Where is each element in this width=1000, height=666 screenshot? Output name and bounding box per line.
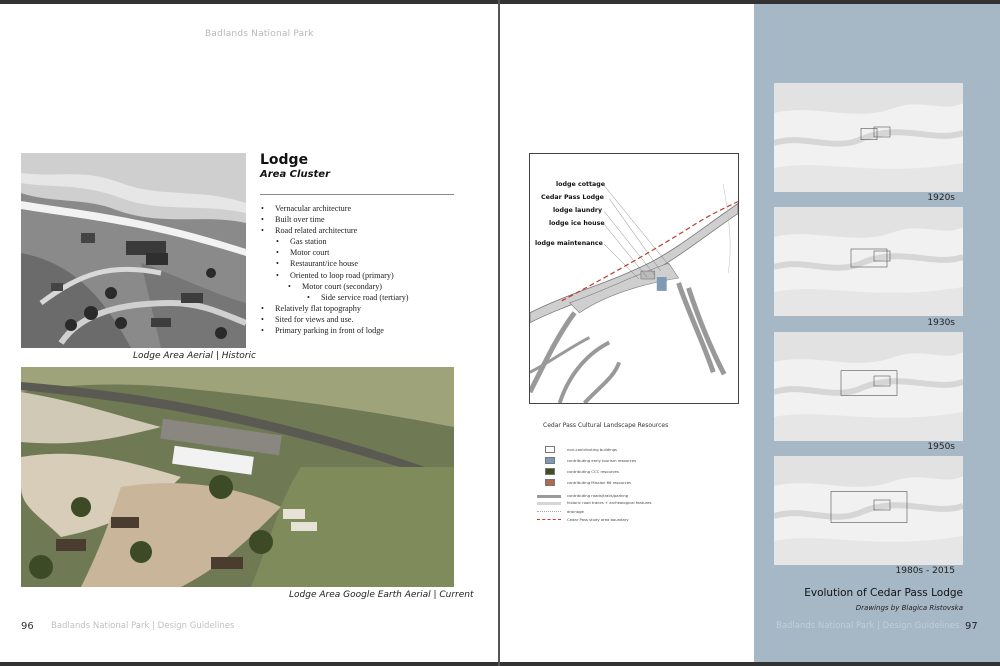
- bullet-item: • Restaurant/ice house: [262, 258, 409, 269]
- bullet-item: • Road related architecture: [262, 225, 409, 236]
- bullet-item: • Sited for views and use.: [262, 314, 409, 325]
- bullet-item: • Vernacular architecture: [262, 203, 409, 214]
- footer-left: Badlands National Park | Design Guidelines: [51, 621, 235, 631]
- evolution-era-label: 1950s: [927, 442, 955, 452]
- map-label-lodge-ice-house: lodge ice house: [549, 220, 605, 227]
- legend-label: historic road traces + archeological features: [567, 500, 652, 505]
- page-title: Lodge: [260, 152, 309, 168]
- site-map: [529, 153, 739, 404]
- historic-photo-caption: Lodge Area Aerial | Historic: [133, 351, 256, 361]
- evolution-title: Evolution of Cedar Pass Lodge: [804, 587, 963, 599]
- map-label-lodge-maintenance: lodge maintenance: [535, 240, 603, 247]
- bullet-item: • Motor court: [262, 247, 409, 258]
- legend-label: contributing CCC resources: [567, 469, 619, 474]
- bullet-item: • Side service road (tertiary): [262, 292, 409, 303]
- bullet-item: • Gas station: [262, 236, 409, 247]
- book-spine: [498, 0, 500, 666]
- bullet-item: • Primary parking in front of lodge: [262, 325, 409, 336]
- legend-label: drainage: [567, 509, 584, 514]
- evolution-era-label: 1930s: [927, 318, 955, 328]
- page-subtitle: Area Cluster: [260, 169, 331, 180]
- title-rule: [260, 194, 454, 195]
- evolution-drawing: [774, 456, 963, 565]
- page-number-right: 97: [965, 621, 978, 632]
- legend-title: Cedar Pass Cultural Landscape Resources: [543, 422, 669, 429]
- current-photo-caption: Lodge Area Google Earth Aerial | Current: [289, 590, 474, 600]
- map-label-cedar-pass-lodge: Cedar Pass Lodge: [541, 194, 604, 201]
- legend-line: [537, 519, 561, 520]
- legend-label: non-contributing buildings: [567, 447, 617, 452]
- legend-swatch: [545, 446, 555, 453]
- legend-label: contributing early tourism resources: [567, 458, 637, 463]
- legend-line: [537, 502, 561, 505]
- bullet-item: • Built over time: [262, 214, 409, 225]
- current-aerial-photo: [21, 367, 454, 587]
- historic-aerial-photo: [21, 153, 246, 348]
- bullet-item: • Motor court (secondary): [262, 281, 409, 292]
- bullet-item: • Oriented to loop road (primary): [262, 270, 409, 281]
- legend-line: [537, 511, 561, 512]
- legend-swatch: [545, 479, 555, 486]
- bullet-list: [262, 203, 409, 336]
- legend-label: Cedar Pass study area boundary: [567, 517, 629, 522]
- legend-label: contributing Mission 66 resources: [567, 480, 632, 485]
- evolution-era-label: 1980s - 2015: [895, 566, 955, 576]
- legend-swatch: [545, 457, 555, 464]
- evolution-era-label: 1920s: [927, 193, 955, 203]
- evolution-drawing: [774, 207, 963, 316]
- evolution-drawing: [774, 83, 963, 192]
- legend-swatch: [545, 468, 555, 475]
- bullet-item: • Relatively flat topography: [262, 303, 409, 314]
- map-label-lodge-cottage: lodge cottage: [556, 181, 606, 188]
- evolution-credit: Drawings by Blagica Ristovska: [855, 604, 963, 612]
- page-number-left: 96: [21, 621, 34, 632]
- map-label-lodge-laundry: lodge laundry: [553, 207, 603, 214]
- bottom-border: [0, 662, 1000, 666]
- footer-right: Badlands National Park | Design Guidelines: [776, 621, 960, 631]
- legend-line: [537, 495, 561, 498]
- running-head: Badlands National Park: [205, 29, 314, 39]
- evolution-drawing: [774, 332, 963, 441]
- legend-label: contributing roads/trails/parking: [567, 493, 629, 498]
